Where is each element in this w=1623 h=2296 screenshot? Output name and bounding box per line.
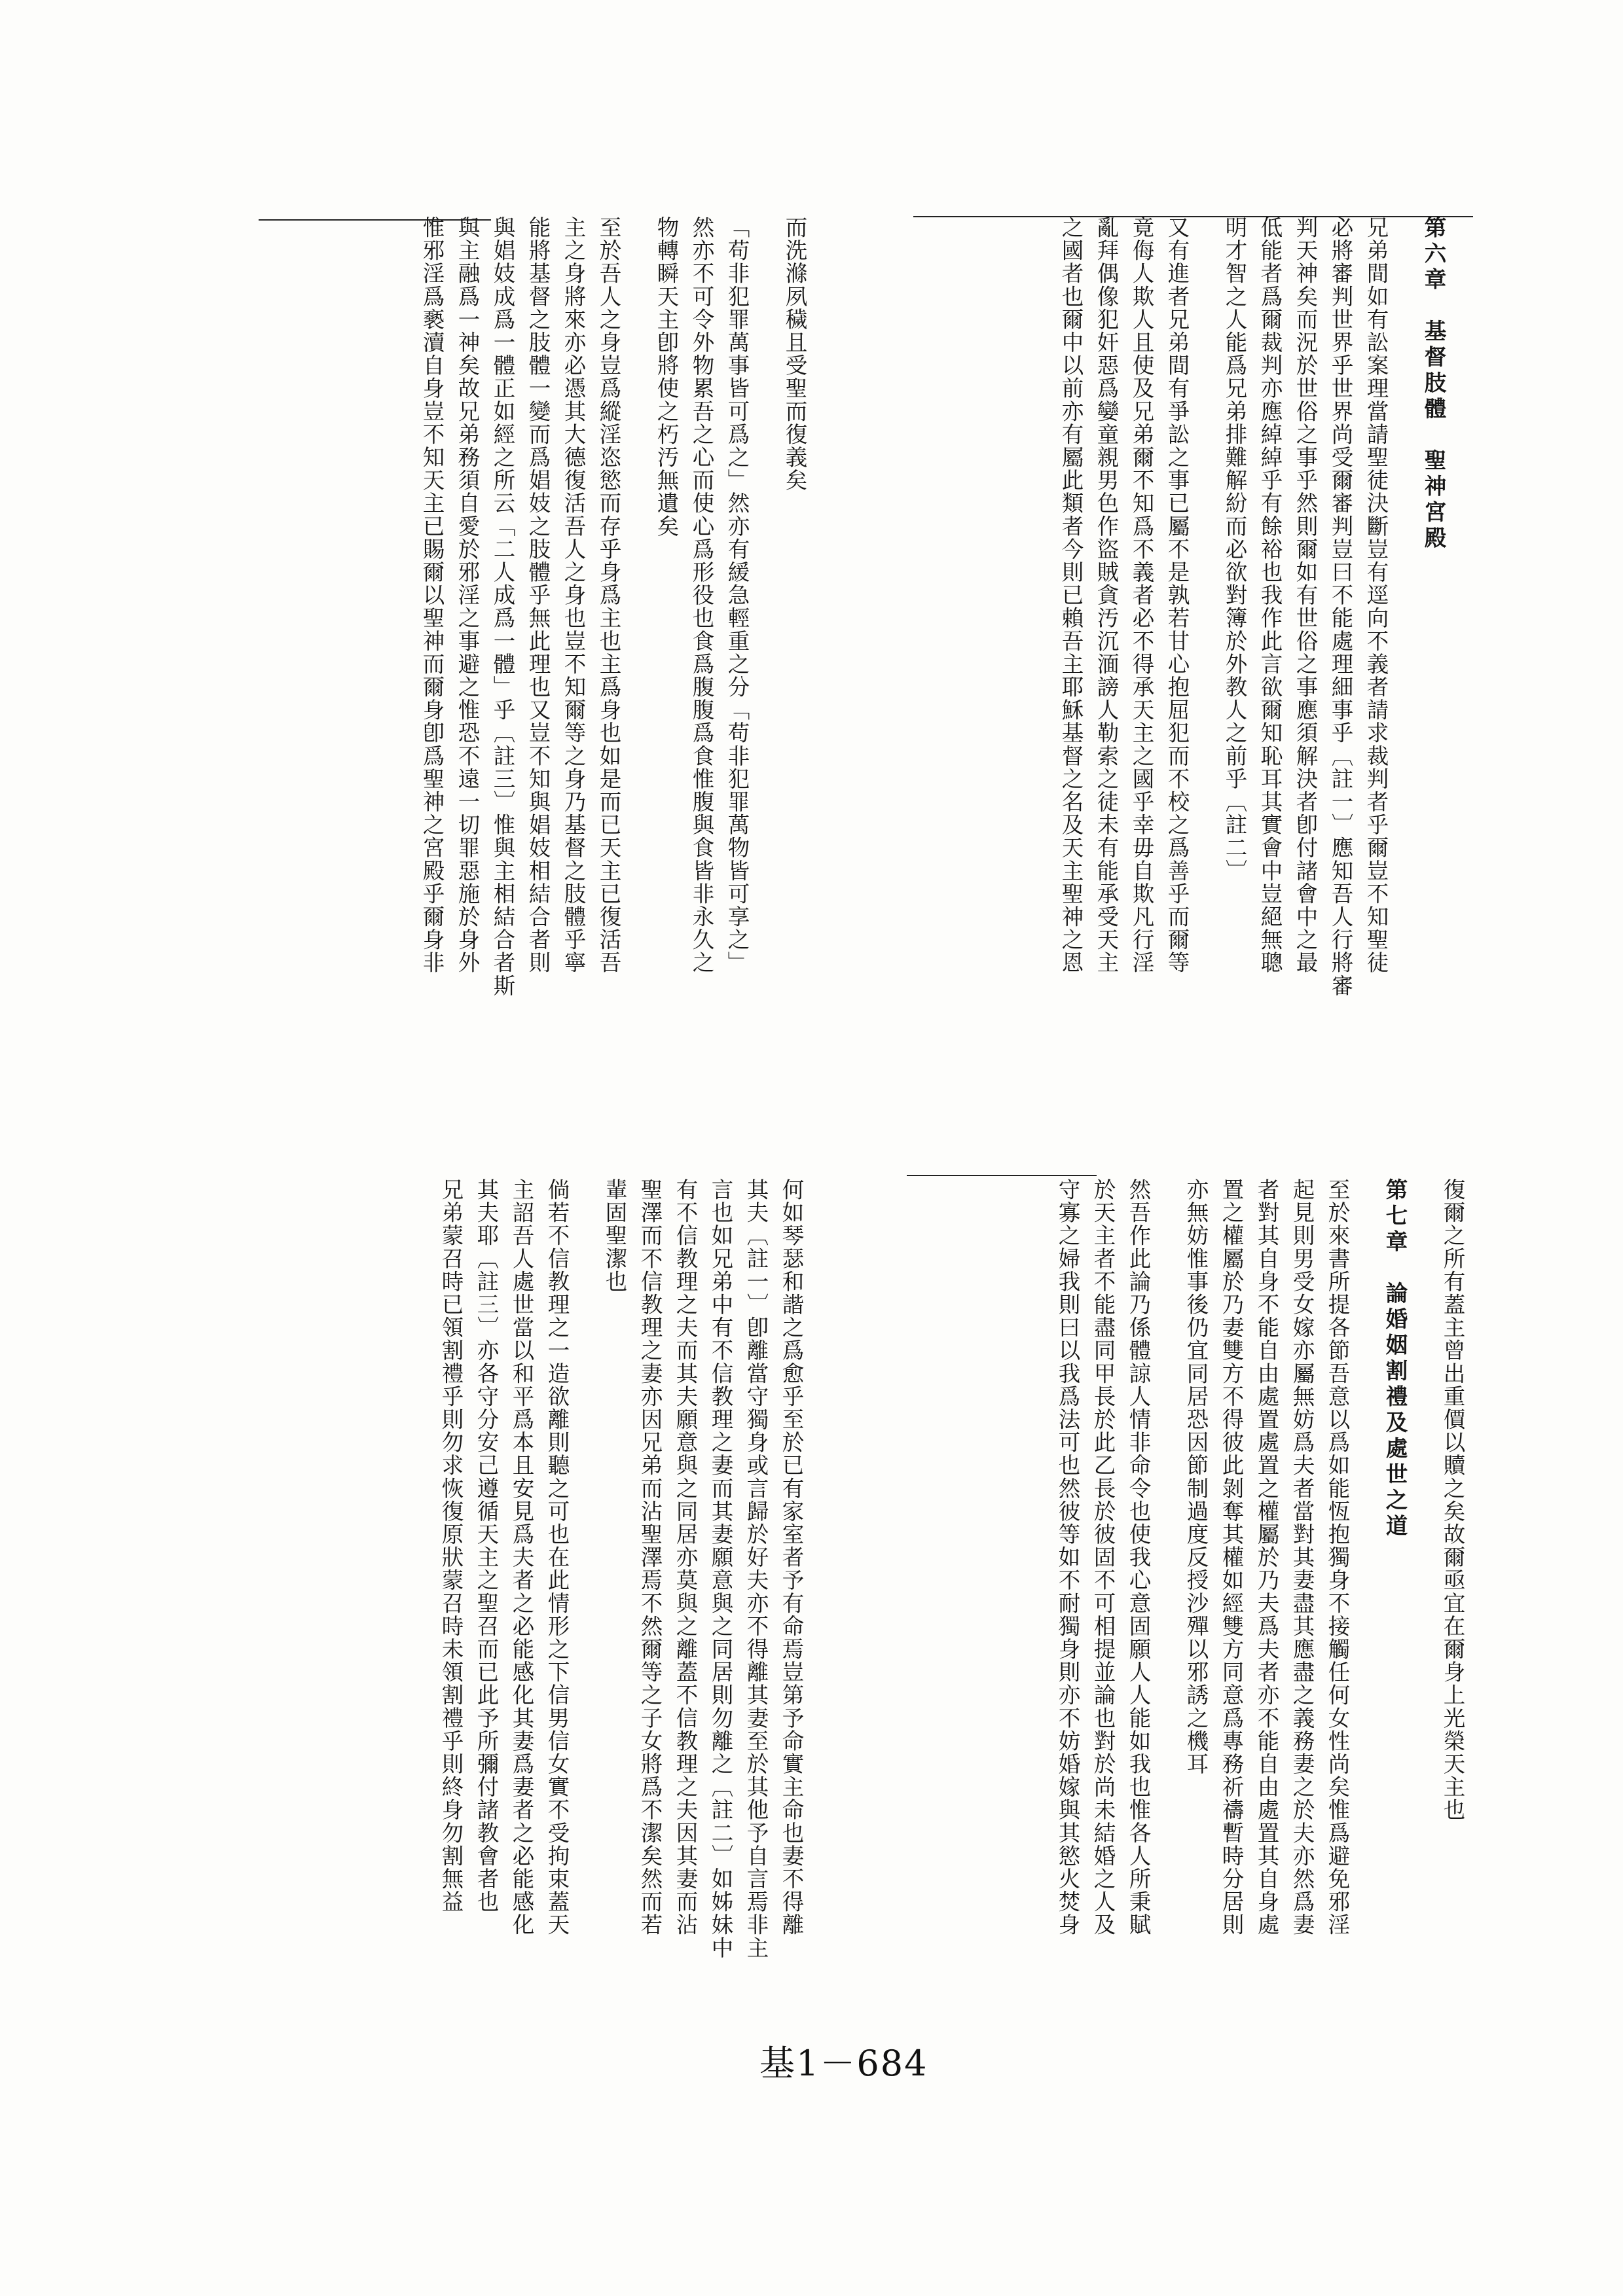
text-column: 與娼妓成爲一體正如經之所云「二人成爲一體」乎〔註三〕惟與主相結合者斯 <box>490 216 515 997</box>
text-column: 惟邪淫爲褻瀆自身豈不知天主已賜爾以聖神而爾身卽爲聖神之宮殿乎爾身非 <box>419 216 445 975</box>
text-column: 必將審判世界乎世界尚受爾審判豈曰不能處理細事乎〔註一〕應知吾人行將審 <box>1328 216 1353 997</box>
text-block-top-right <box>917 216 1473 1047</box>
text-column: 言也如兄弟中有不信教理之妻而其妻願意與之同居則勿離之〔註二〕如姊妹中 <box>708 1178 733 1960</box>
text-column: 之國者也爾中以前亦有屬此類者今則已賴吾主耶穌基督之名及天主聖神之恩 <box>1058 216 1084 975</box>
text-column: 然亦不可令外物累吾之心而使心爲形役也食爲腹腹爲食惟腹與食皆非永久之 <box>689 216 714 975</box>
page-number: 基1－684 <box>759 2043 928 2084</box>
text-column: 低能者爲爾裁判亦應綽綽乎有餘裕也我作此言欲爾知恥耳其實會中豈絕無聰 <box>1257 216 1283 975</box>
rule-bottom-right <box>907 1175 1097 1176</box>
text-column: 何如琴瑟和諧之爲愈乎至於已有家室者予有命焉豈第予命實主命也妻不得離 <box>778 1178 804 1937</box>
text-column: 其夫耶〔註三〕亦各守分安己遵循天主之聖召而已此予所彌付諸教會者也 <box>473 1178 499 1914</box>
chapter-heading: 第六章 基督肢體 聖神宮殿 <box>1421 216 1446 552</box>
text-column: 至於吾人之身豈爲縱淫恣慾而存乎身爲主也主爲身也如是而已天主已復活吾 <box>596 216 621 975</box>
text-column: 至於來書所提各節吾意以爲如能恆抱獨身不接觸任何女性尚矣惟爲避免邪淫 <box>1324 1178 1350 1937</box>
chapter-heading: 第七章 論婚姻割禮及處世之道 <box>1382 1178 1408 1540</box>
text-column: 然吾作此論乃係體諒人情非命令也使我心意固願人人能如我也惟各人所秉賦 <box>1125 1178 1151 1937</box>
text-column: 主詔吾人處世當以和平爲本且安見爲夫者之必能感化其妻爲妻者之必能感化 <box>509 1178 534 1937</box>
text-block-bottom-left <box>252 1178 809 2016</box>
text-column: 主之身將來亦必憑其大德復活吾人之身也豈不知爾等之身乃基督之肢體乎寧 <box>560 216 586 975</box>
text-column: 明才智之人能爲兄弟排難解紛而必欲對簿於外教人之前乎〔註二〕 <box>1222 216 1247 882</box>
text-column: 兄弟間如有訟案理當請聖徒決斷豈有逕向不義者請求裁判者乎爾豈不知聖徒 <box>1363 216 1389 975</box>
text-column: 置之權屬於乃妻雙方不得彼此剝奪其權如經雙方同意爲專務祈禱暫時分居則 <box>1218 1178 1244 1937</box>
text-block-bottom-right <box>913 1178 1470 2016</box>
text-column: 起見則男受女嫁亦屬無妨爲夫者當對其妻盡其應盡之義務妻之於夫亦然爲妻 <box>1289 1178 1315 1937</box>
text-column: 物轉瞬天主卽將使之朽汚無遺矣 <box>653 216 679 538</box>
text-column: 亂拜偶像犯奸惡爲孌童親男色作盜賊貪汚沉湎謗人勒索之徒未有能承受天主 <box>1093 216 1119 975</box>
text-column: 「苟非犯罪萬事皆可爲之」然亦有緩急輕重之分「苟非犯罪萬物皆可享之」 <box>724 216 750 975</box>
text-column: 有不信教理之夫而其夫願意與之同居亦莫與之離蓋不信教理之夫因其妻而沾 <box>672 1178 698 1937</box>
text-column: 亦無妨惟事後仍宜同居恐因節制過度反授沙殫以邪誘之機耳 <box>1183 1178 1209 1776</box>
text-column: 守寡之婦我則曰以我爲法可也然彼等如不耐獨身則亦不妨婚嫁與其慾火焚身 <box>1055 1178 1080 1937</box>
text-column: 倘若不信教理之一造欲離則聽之可也在此情形之下信男信女實不受拘束蓋天 <box>544 1178 570 1937</box>
text-column: 其夫〔註一〕卽離當守獨身或言歸於好夫亦不得離其妻至於其他予自言焉非主 <box>743 1178 769 1960</box>
text-column: 判天神矣而況於世俗之事乎然則爾如有世俗之事應須解決者卽付諸會中之最 <box>1292 216 1318 975</box>
text-block-top-left <box>255 216 812 1047</box>
text-column: 又有進者兄弟間有爭訟之事已屬不是孰若甘心抱屈犯而不校之爲善乎而爾等 <box>1164 216 1190 975</box>
text-column: 輩固聖潔也 <box>602 1178 627 1293</box>
text-column: 復爾之所有蓋主曾出重價以贖之矣故爾亟宜在爾身上光榮天主也 <box>1440 1178 1465 1821</box>
text-column: 而洗滌夙穢且受聖而復義矣 <box>782 216 807 492</box>
text-column: 與主融爲一神矣故兄弟務須自愛於邪淫之事避之惟恐不遠一切罪惡施於身外 <box>454 216 480 975</box>
text-column: 於天主者不能盡同甲長於此乙長於彼固不可相提並論也對於尚未結婚之人及 <box>1090 1178 1116 1937</box>
text-column: 者對其自身不能自由處置處置之權屬於乃夫爲夫者亦不能自由處置其自身處 <box>1254 1178 1279 1937</box>
text-column: 兄弟蒙召時已領割禮乎則勿求恢復原狀蒙召時未領割禮乎則終身勿割無益 <box>438 1178 464 1914</box>
text-column: 聖澤而不信教理之妻亦因兄弟而沾聖澤焉不然爾等之子女將爲不潔矣然而若 <box>637 1178 663 1937</box>
text-column: 竟侮人欺人且使及兄弟爾不知爲不義者必不得承天主之國乎幸毋自欺凡行淫 <box>1129 216 1154 975</box>
text-column: 能將基督之肢體一變而爲娼妓之肢體乎無此理也又豈不知與娼妓相結合者則 <box>525 216 551 975</box>
